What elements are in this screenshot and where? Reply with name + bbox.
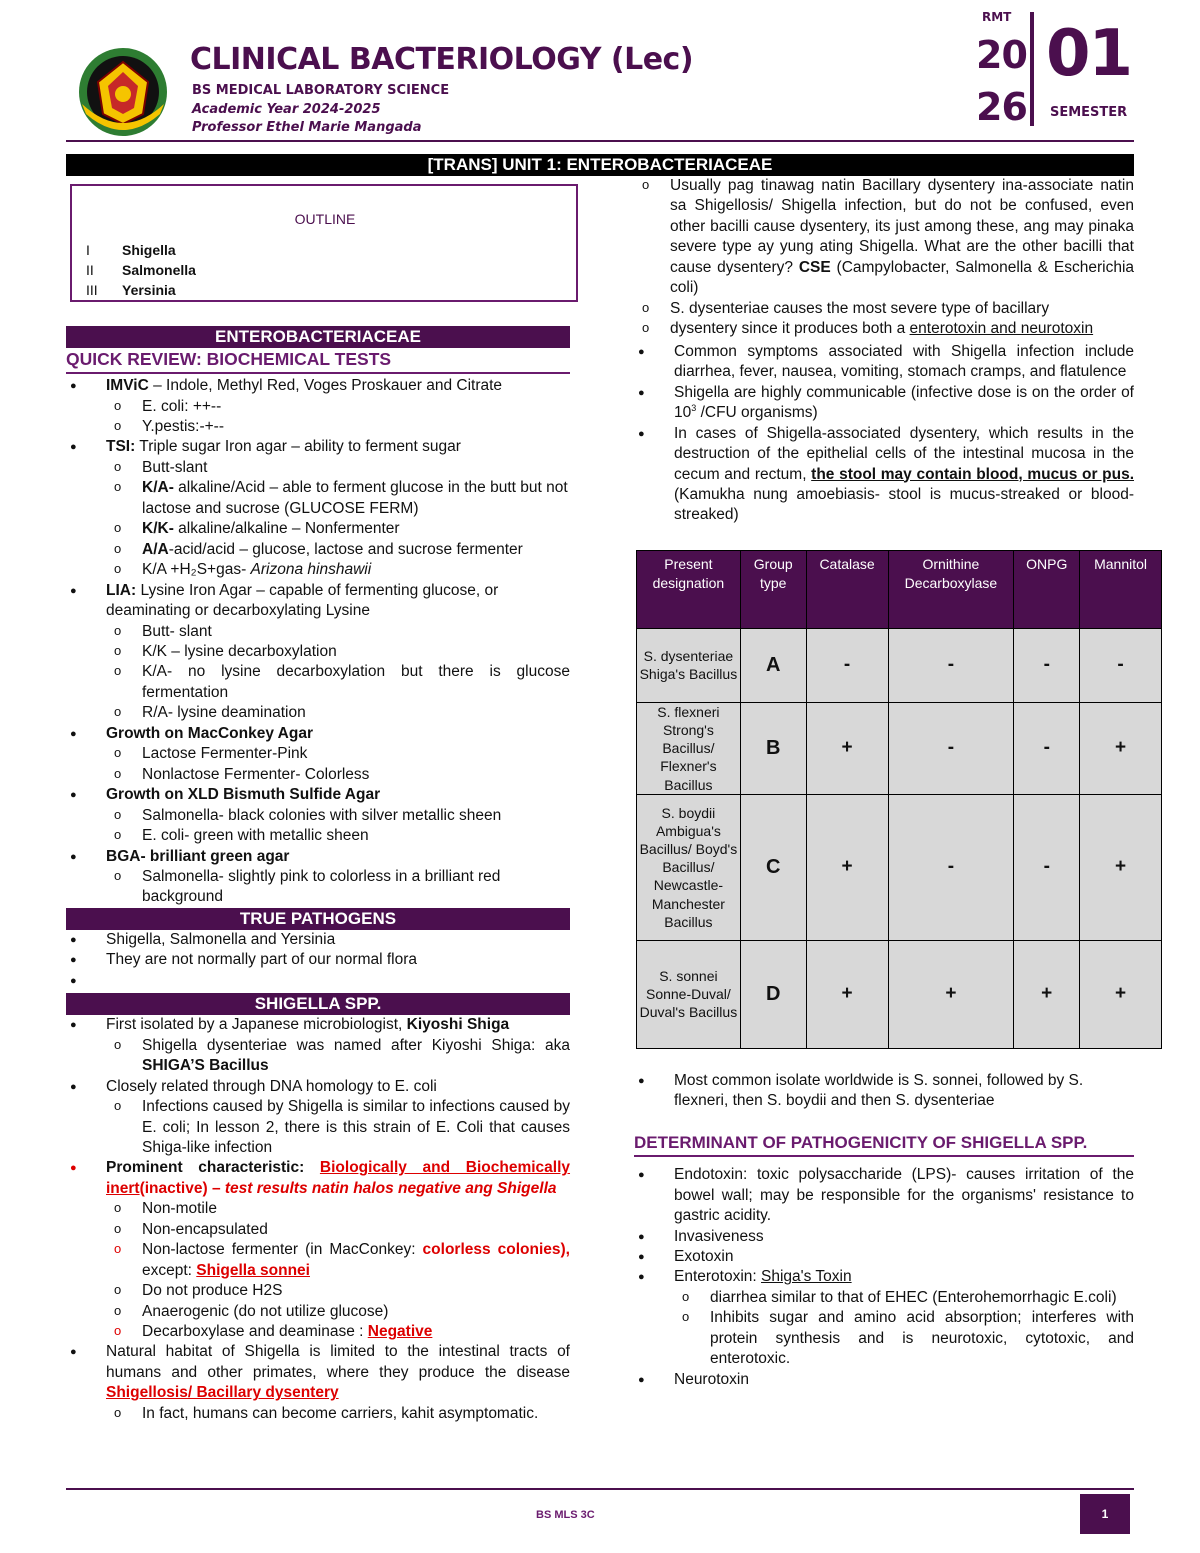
shigella-species-table <box>636 550 1162 1049</box>
table-header: Mannitol <box>1080 550 1162 628</box>
table-row: S. dysenteriae Shiga's Bacillus A - - - - <box>637 628 1162 702</box>
list-item: o Lactose Fermenter-Pink <box>106 744 570 764</box>
header-divider <box>1030 12 1034 126</box>
list-item: o Y.pestis:-+-- <box>106 417 570 437</box>
list-item: ● Closely related through DNA homology to E. coli o Infections caused by Shigella is similar to infections caused by E. coli; In lesson 2, there is this strain of E. Coli that causes Shiga-like infection <box>66 1077 570 1159</box>
outline-item: III Yersinia <box>86 282 176 299</box>
list-item: o diarrhea similar to that of EHEC (Enterohemorrhagic E.coli) <box>674 1288 1134 1308</box>
list-item: ● Growth on MacConkey Agar o Lactose Fermenter-Pink o Nonlactose Fermenter- Colorless <box>66 724 570 785</box>
list-item: ● They are not normally part of our normal flora <box>66 950 570 970</box>
list-item: ● TSI: Triple sugar Iron agar – ability to ferment sugar o Butt-slant o K/A- alkaline/Acid – able to ferment glucose in the butt but not lactose and sucrose (GLUCOSE FERM) o K/K- alkaline/alkaline – Nonfermenter o A/A-acid/acid – glucose, lactose and sucrose fermenter o K/A +H₂S+gas- Arizona hinshawii <box>66 437 570 580</box>
list-item: ● Most common isolate worldwide is S. sonnei, followed by S. flexneri, then S. boydii and then S. dysenteriae <box>634 1071 1134 1112</box>
list-item: ● Shigella, Salmonella and Yersinia <box>66 930 570 950</box>
list-item: ● In cases of Shigella-associated dysentery, which results in the destruction of the epithelial cells of the intestinal mucosa in the cecum and rectum, the stool may contain blood, mucus or pus. (Kamukha nung amoebiasis- stool is mucus-streaked or blood-streaked) <box>634 424 1134 526</box>
table-header: Ornithine Decarboxylase <box>888 550 1014 628</box>
year-bottom: 26 <box>976 85 1027 129</box>
section-heading-quick-review: QUICK REVIEW: BIOCHEMICAL TESTS <box>66 348 570 374</box>
program-name: BS MEDICAL LABORATORY SCIENCE <box>192 83 450 98</box>
list-item: o In fact, humans can become carriers, kahit asymptomatic. <box>106 1404 570 1424</box>
list-item: o Non-motile <box>106 1199 570 1219</box>
trans-title: [TRANS] UNIT 1: ENTEROBACTERIACEAE <box>66 154 1134 176</box>
rmt-label: RMT <box>982 10 1012 24</box>
list-item: ● Neurotoxin <box>634 1370 1134 1390</box>
semester-number: 01 <box>1046 17 1132 91</box>
table-header: Present designation <box>637 550 741 628</box>
list-item: ● BGA- brilliant green agar o Salmonella- slightly pink to colorless in a brilliant red background <box>66 847 570 908</box>
table-header: Catalase <box>806 550 888 628</box>
page-header <box>0 0 1200 150</box>
isolate-note <box>634 1071 1134 1112</box>
footer-section: BS MLS 3C <box>536 1509 595 1521</box>
dysentery-notes <box>634 176 1134 340</box>
list-item: o K/A +H₂S+gas- Arizona hinshawii <box>106 560 570 580</box>
list-item: o K/A- alkaline/Acid – able to ferment glucose in the butt but not lactose and sucrose (GLUCOSE FERM) <box>106 478 570 519</box>
list-item: ● First isolated by a Japanese microbiologist, Kiyoshi Shiga o Shigella dysenteriae was named after Kiyoshi Shiga: aka SHIGA’S Bacillus <box>66 1015 570 1076</box>
outline-item: I Shigella <box>86 242 176 259</box>
determinants-list <box>634 1165 1134 1390</box>
section-band-true-pathogens: TRUE PATHOGENS <box>66 908 570 930</box>
list-item: o Butt-slant <box>106 458 570 478</box>
college-seal-logo <box>68 42 178 142</box>
header-rule <box>66 140 1134 142</box>
page-number: 1 <box>1080 1494 1130 1534</box>
list-item: o Non-lactose fermenter (in MacConkey: colorless colonies), except: Shigella sonnei <box>106 1240 570 1281</box>
list-item: o Non-encapsulated <box>106 1220 570 1240</box>
list-item: o Nonlactose Fermenter- Colorless <box>106 765 570 785</box>
list-item: o Inhibits sugar and amino acid absorption; interferes with protein synthesis and is neurotoxic, cytotoxic, and enterotoxic. <box>674 1308 1134 1369</box>
list-item: ● IMViC – Indole, Methyl Red, Voges Proskauer and Citrate o E. coli: ++-- o Y.pestis:-+-- <box>66 376 570 437</box>
section-heading-determinants: DETERMINANT OF PATHOGENICITY OF SHIGELLA SPP. <box>634 1132 1134 1157</box>
list-item: ● Common symptoms associated with Shigella infection include diarrhea, fever, nausea, vomiting, stomach cramps, and flatulence <box>634 342 1134 383</box>
list-item: o Anaerogenic (do not utilize glucose) <box>106 1302 570 1322</box>
list-item: o K/A- no lysine decarboxylation but there is glucose fermentation <box>106 662 570 703</box>
list-item: o K/K – lysine decarboxylation <box>106 642 570 662</box>
list-item: ● Prominent characteristic: Biologically and Biochemically inert(inactive) – test results natin halos negative ang Shigella o Non-motile o Non-encapsulated o Non-lactose fermenter (in MacConkey: colorless colonies), except: Shigella sonnei o Do not produce H2S o Anaerogenic (do not utilize glucose) o Decarboxylase and deaminase : Negative <box>66 1158 570 1342</box>
semester-label: SEMESTER <box>1050 105 1128 120</box>
list-item: ● Shigella are highly communicable (infective dose is on the order of $10^3$ /CFU organisms) <box>634 383 1134 424</box>
academic-year: Academic Year 2024-2025 <box>192 102 381 117</box>
outline-title: OUTLINE <box>294 211 356 227</box>
true-pathogens-list <box>66 930 570 991</box>
list-item: o Usually pag tinawag natin Bacillary dysentery ina-associate natin sa Shigellosis/ Shigella infection, but do not be confused, even other bacilli cause dysentery, its just among these, ang may pinaka severe type ay yung ating Shigella. What are the other bacilli that cause dysentery? CSE (Campylobacter, Salmonella & Escherichia coli) <box>634 176 1134 299</box>
list-item: ● LIA: Lysine Iron Agar – capable of fermenting glucose, or deaminating or decarboxylating Lysine o Butt- slant o K/K – lysine decarboxylation o K/A- no lysine decarboxylation but there is glucose fermentation o R/A- lysine deamination <box>66 581 570 724</box>
list-item: o Salmonella- black colonies with silver metallic sheen <box>106 806 570 826</box>
list-item: ● Enterotoxin: Shiga's Toxin o diarrhea similar to that of EHEC (Enterohemorrhagic E.coli) o Inhibits sugar and amino acid absorption; interferes with protein synthesis and is neurotoxic, cytotoxic, and enterotoxic. <box>634 1267 1134 1369</box>
section-band-shigella: SHIGELLA SPP. <box>66 993 570 1015</box>
list-item: ● Exotoxin <box>634 1247 1134 1267</box>
table-row: S. flexneri Strong's Bacillus/ Flexner's Bacillus B + - - + <box>637 702 1162 794</box>
symptoms-list <box>634 342 1134 526</box>
list-item: o A/A-acid/acid – glucose, lactose and sucrose fermenter <box>106 540 570 560</box>
list-item: ● Natural habitat of Shigella is limited to the intestinal tracts of humans and other primates, where they produce the disease Shigellosis/ Bacillary dysentery o In fact, humans can become carriers, kahit asymptomatic. <box>66 1342 570 1424</box>
list-item: ● Endotoxin: toxic polysaccharide (LPS)- causes irritation of the bowel wall; may be responsible for the organisms' resistance to gastric acidity. <box>634 1165 1134 1226</box>
table-header: Group type <box>740 550 806 628</box>
list-item: o dysentery since it produces both a enterotoxin and neurotoxin <box>634 319 1134 339</box>
list-item: ● Invasiveness <box>634 1227 1134 1247</box>
list-item: o Infections caused by Shigella is similar to infections caused by E. coli; In lesson 2, there is this strain of E. Coli that causes Shiga-like infection <box>106 1097 570 1158</box>
biochem-list <box>66 376 570 908</box>
list-item: o Butt- slant <box>106 622 570 642</box>
list-item: ● Growth on XLD Bismuth Sulfide Agar o Salmonella- black colonies with silver metallic sheen o E. coli- green with metallic sheen <box>66 785 570 846</box>
footer-rule <box>66 1488 1134 1490</box>
list-item <box>66 971 570 991</box>
left-column <box>66 176 570 1424</box>
list-item: o E. coli: ++-- <box>106 397 570 417</box>
outline-box <box>70 184 578 302</box>
professor-name: Professor Ethel Marie Mangada <box>192 120 422 135</box>
year-top: 20 <box>976 33 1027 77</box>
list-item: o R/A- lysine deamination <box>106 703 570 723</box>
list-item: o K/K- alkaline/alkaline – Nonfermenter <box>106 519 570 539</box>
section-band-enterobacteriaceae: ENTEROBACTERIACEAE <box>66 326 570 348</box>
list-item: o Shigella dysenteriae was named after Kiyoshi Shiga: aka SHIGA’S Bacillus <box>106 1036 570 1077</box>
right-column <box>634 176 1148 1390</box>
table-header: ONPG <box>1014 550 1080 628</box>
course-title: CLINICAL BACTERIOLOGY (Lec) <box>190 42 694 77</box>
outline-item: II Salmonella <box>86 262 196 279</box>
list-item: o S. dysenteriae causes the most severe type of bacillary <box>634 299 1134 319</box>
list-item: o Decarboxylase and deaminase : Negative <box>106 1322 570 1342</box>
list-item: o Salmonella- slightly pink to colorless in a brilliant red background <box>106 867 570 908</box>
table-row: S. boydii Ambigua's Bacillus/ Boyd's Bacillus/ Newcastle-Manchester Bacillus C + - - + <box>637 794 1162 940</box>
list-item: o Do not produce H2S <box>106 1281 570 1301</box>
list-item: o E. coli- green with metallic sheen <box>106 826 570 846</box>
table-row: S. sonnei Sonne-Duval/ Duval's Bacillus D + + + + <box>637 940 1162 1048</box>
shigella-list <box>66 1015 570 1424</box>
